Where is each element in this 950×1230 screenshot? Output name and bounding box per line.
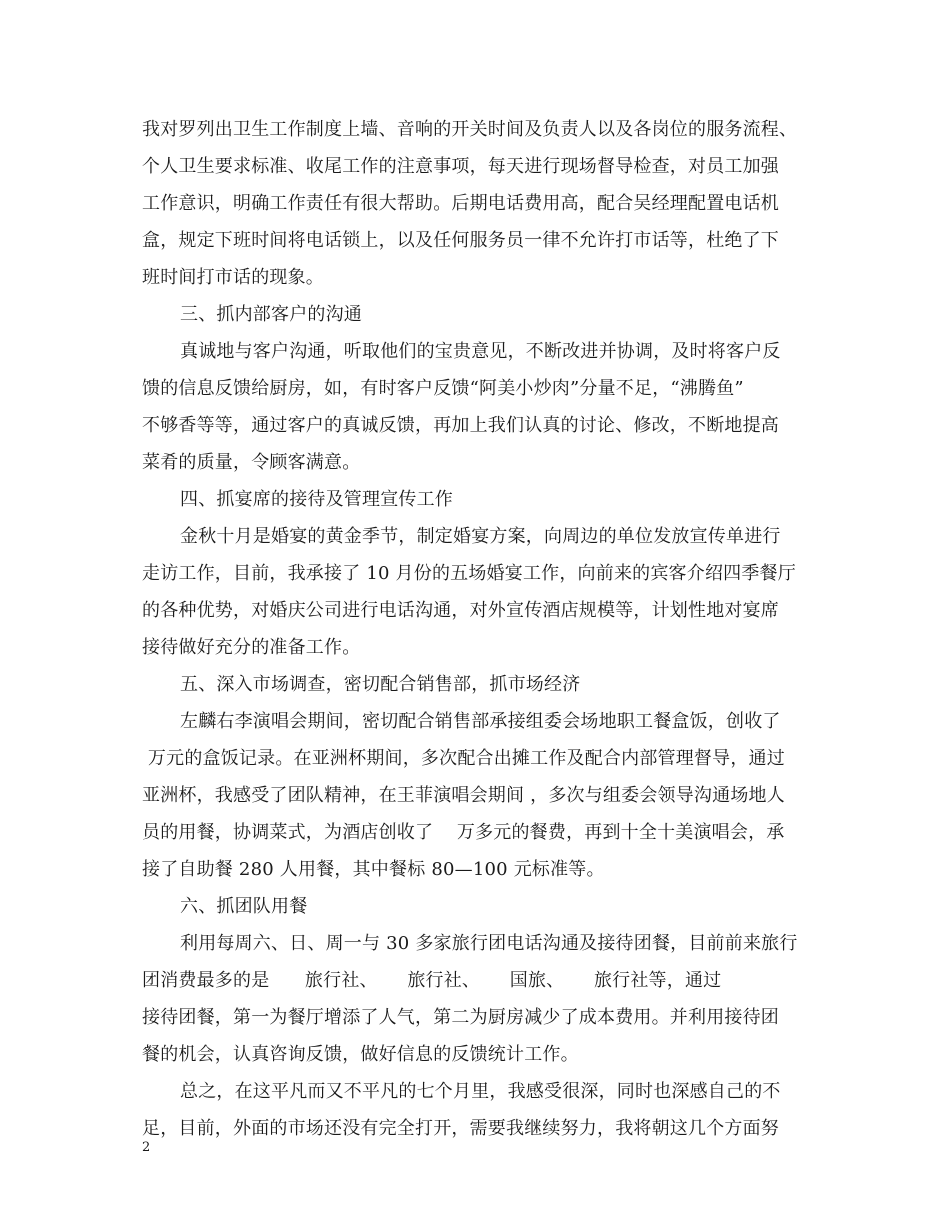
paragraph-line: 工作意识，明确工作责任有很大帮助。后期电话费用高，配合吴经理配置电话机 — [142, 193, 779, 214]
paragraph-line: 接待做好充分的准备工作。 — [142, 637, 361, 658]
paragraph-line: 团消费最多的是 旅行社、 旅行社、 国旅、 旅行社等，通过 — [142, 970, 722, 991]
paragraph-line: 馈的信息反馈给厨房，如，有时客户反馈“阿美小炒肉”分量不足，“沸腾鱼” — [142, 378, 744, 399]
paragraph-line: 我对罗列出卫生工作制度上墙、音响的开关时间及负责人以及各岗位的服务流程、 — [142, 119, 798, 140]
paragraph-line: 接了自助餐 280 人用餐，其中餐标 80—100 元标准等。 — [142, 859, 605, 880]
paragraph-line: 接待团餐，第一为餐厅增添了人气，第二为厨房减少了成本费用。并利用接待团 — [142, 1007, 779, 1028]
paragraph-line: 走访工作，目前，我承接了 10 月份的五场婚宴工作，向前来的宾客介绍四季餐厅 — [142, 563, 796, 584]
paragraph-line: 餐的机会，认真咨询反馈，做好信息的反馈统计工作。 — [142, 1044, 579, 1065]
paragraph-line: 班时间打市话的现象。 — [142, 267, 324, 288]
paragraph-line: 个人卫生要求标准、收尾工作的注意事项，每天进行现场督导检查，对员工加强 — [142, 156, 779, 177]
paragraph-line-indented: 五、深入市场调查，密切配合销售部，抓市场经济 — [180, 674, 581, 695]
paragraph-line: 万元的盒饭记录。在亚洲杯期间，多次配合出摊工作及配合内部管理督导，通过 — [142, 748, 785, 769]
paragraph-line: 足，目前，外面的市场还没有完全打开，需要我继续努力，我将朝这几个方面努 — [142, 1118, 779, 1139]
paragraph-line-indented: 利用每周六、日、周一与 30 多家旅行团电话沟通及接待团餐，目前前来旅行 — [180, 933, 798, 954]
paragraph-line-indented: 四、抓宴席的接待及管理宣传工作 — [180, 489, 453, 510]
paragraph-line: 不够香等等，通过客户的真诚反馈，再加上我们认真的讨论、修改，不断地提高 — [142, 415, 779, 436]
page-number: 2 — [142, 1140, 151, 1155]
document-body — [142, 111, 832, 1147]
paragraph-line: 菜肴的质量，令顾客满意。 — [142, 452, 361, 473]
paragraph-line: 的各种优势，对婚庆公司进行电话沟通，对外宣传酒店规模等，计划性地对宴席 — [142, 600, 779, 621]
paragraph-line: 亚洲杯，我感受了团队精神，在王菲演唱会期间 ，多次与组委会领导沟通场地人 — [142, 785, 785, 806]
paragraph-line-indented: 左麟右李演唱会期间，密切配合销售部承接组委会场地职工餐盒饭，创收了 — [180, 711, 781, 732]
paragraph-line-indented: 金秋十月是婚宴的黄金季节，制定婚宴方案，向周边的单位发放宣传单进行 — [180, 526, 781, 547]
paragraph-line-indented: 三、抓内部客户的沟通 — [180, 304, 362, 325]
paragraph-line-indented: 总之，在这平凡而又不平凡的七个月里，我感受很深，同时也深感自己的不 — [180, 1081, 781, 1102]
paragraph-line-indented: 真诚地与客户沟通，听取他们的宝贵意见，不断改进并协调，及时将客户反 — [180, 341, 781, 362]
paragraph-line-indented: 六、抓团队用餐 — [180, 896, 308, 917]
paragraph-line: 盒，规定下班时间将电话锁上，以及任何服务员一律不允许打市话等，杜绝了下 — [142, 230, 779, 251]
paragraph-line: 员的用餐，协调菜式，为酒店创收了 万多元的餐费，再到十全十美演唱会，承 — [142, 822, 785, 843]
